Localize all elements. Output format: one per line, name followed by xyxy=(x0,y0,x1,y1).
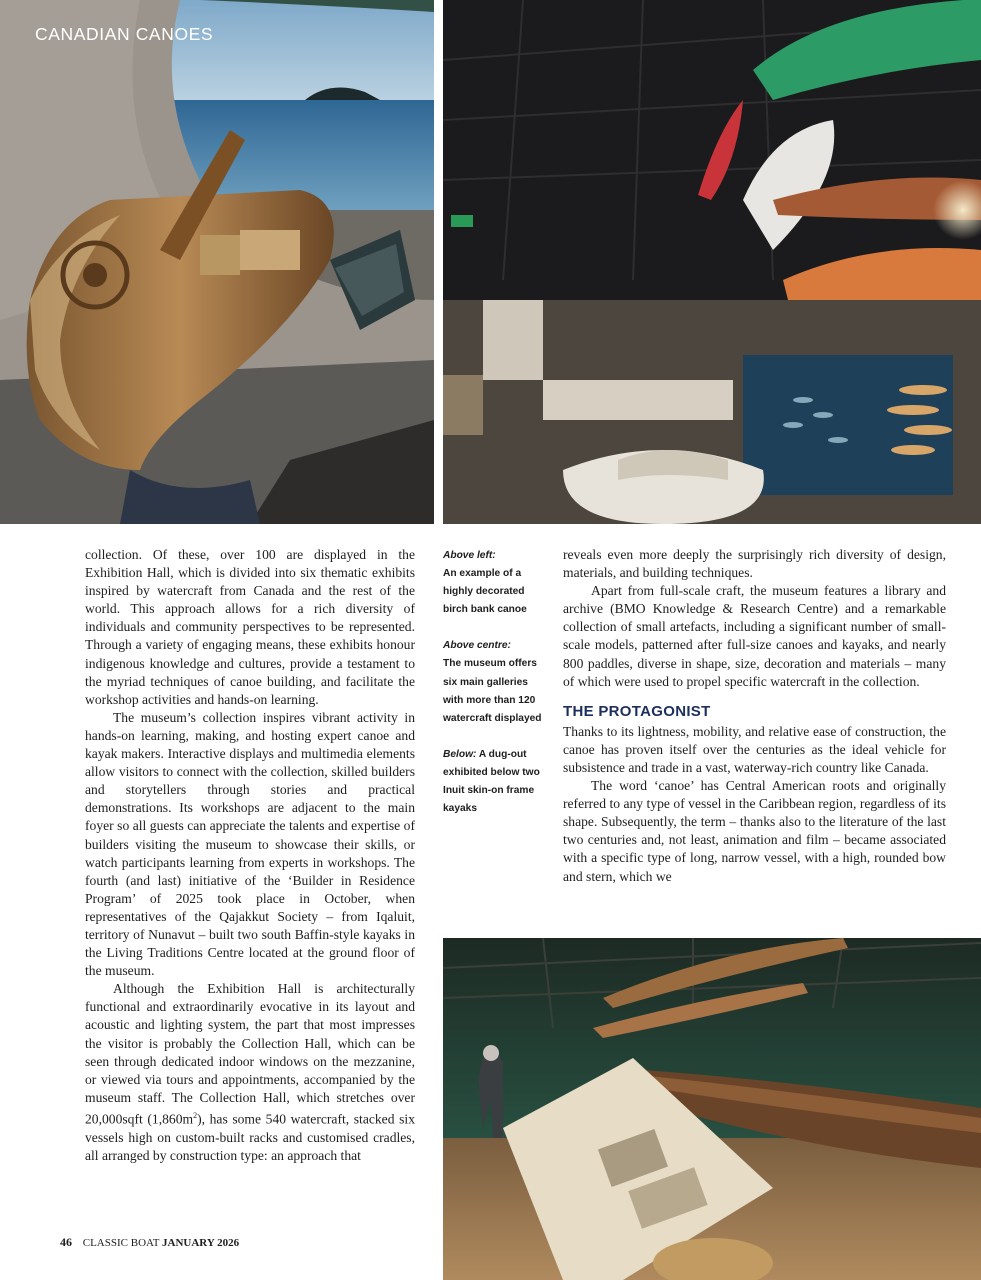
caption-below xyxy=(443,746,551,818)
superscript: 2 xyxy=(193,1110,198,1120)
caption-label: Above left: xyxy=(443,550,496,561)
photo-museum-gallery xyxy=(443,0,981,524)
body-paragraph: reveals even more deeply the surprisingly rich diversity of design, materials, and building techniques. xyxy=(563,547,946,581)
page-number: 46 xyxy=(60,1235,72,1249)
photo-dugout-and-kayaks xyxy=(443,938,981,1280)
text-fragment: Although the Exhibition Hall is architecturally functional and extraordinarily evocative in its layout and acoustic and lighting system, the part that most impresses the visitor is probably the Collection Hall, which can be seen through dedicated indoor windows on the mezzanine, or viewed via tours and appointments, accompanied by the museum staff. The Collection Hall, which stretches over 20,000sqft (1,860m xyxy=(85,981,415,1127)
body-paragraph: Apart from full-scale craft, the museum features a library and archive (BMO Knowledge & Research Centre) and a remarkable collection of small artefacts, including a significant number of small-scale models, patterned after full-size canoes and kayaks, and nearly 800 paddles, diverse in shape, size, decoration and materials – many of which were used to propel specific watercraft in the collection. xyxy=(563,583,946,689)
body-paragraph: collection. Of these, over 100 are displayed in the Exhibition Hall, which is divided into six thematic exhibits inspired by watercraft from Canada and the rest of the world. This approach allows for a rich diversity of individuals and community perspectives to be represented. Through a variety of engaging means, these exhibits honour indigenous knowledge and cultures, provide a testament to the myriad techniques of canoe building, and facilitate the workshop activities and hands-on learning. xyxy=(85,547,415,707)
section-tag: CANADIAN CANOES xyxy=(35,24,214,44)
body-column-right xyxy=(563,546,946,886)
text-fragment: ), has some 540 watercraft, stacked six vessels high on custom-built racks and customised cradles, all arranged by construction type: an approach that xyxy=(85,1111,415,1163)
photo-birch-bark-canoe xyxy=(0,0,434,524)
body-paragraph: The word ‘canoe’ has Central American roots and originally referred to any type of vessel in the Caribbean region, regardless of its shape. Subsequently, the term – thanks also to the literature of the last two centuries and, not least, animation and film – became associated with a specific type of long, narrow vessel, with a high, rounded bow and stern, which we xyxy=(563,778,946,884)
body-column-left xyxy=(85,546,415,1165)
section-heading: THE PROTAGONIST xyxy=(563,702,711,720)
body-paragraph xyxy=(85,980,415,1164)
caption-above-centre xyxy=(443,637,551,727)
page-footer xyxy=(60,1235,239,1250)
caption-text: A dug-out exhibited below two Inuit skin-on frame kayaks xyxy=(443,748,540,815)
caption-text: The museum offers six main galleries with more than 120 watercraft displayed xyxy=(443,658,542,724)
caption-text: An example of a highly decorated birch bank canoe xyxy=(443,568,527,616)
caption-above-left xyxy=(443,547,551,619)
caption-label: Above centre: xyxy=(443,640,511,652)
photo-captions xyxy=(443,547,551,836)
issue-date: JANUARY 2026 xyxy=(162,1237,240,1249)
body-paragraph: The museum’s collection inspires vibrant activity in hands-on learning, making, and hosting expert canoe and kayak makers. Interactive displays and multimedia elements allow visitors to connect with the collection, skilled builders and storytellers through stories and practical demonstrations. Its workshops are adjacent to the main foyer so all guests can appreciate the talents and expertise of builders visiting the museum to showcase their skills, or watch participants learning from experts in workshops. The fourth (and last) initiative of the ‘Builder in Residence Program’ of 2025 took place in October, when representatives of the Qajakkut Society – from Iqaluit, territory of Nunavut – built two south Baffin-style kayaks in the Living Traditions Centre located at the ground floor of the museum. xyxy=(85,709,415,979)
caption-label: Below: xyxy=(443,748,477,760)
body-paragraph: Thanks to its lightness, mobility, and relative ease of construction, the canoe has proven itself over the centuries as the ideal vehicle for subsistence and trade in a vast, waterway-rich country like Canada. xyxy=(563,723,946,775)
magazine-name: CLASSIC BOAT xyxy=(82,1237,160,1249)
